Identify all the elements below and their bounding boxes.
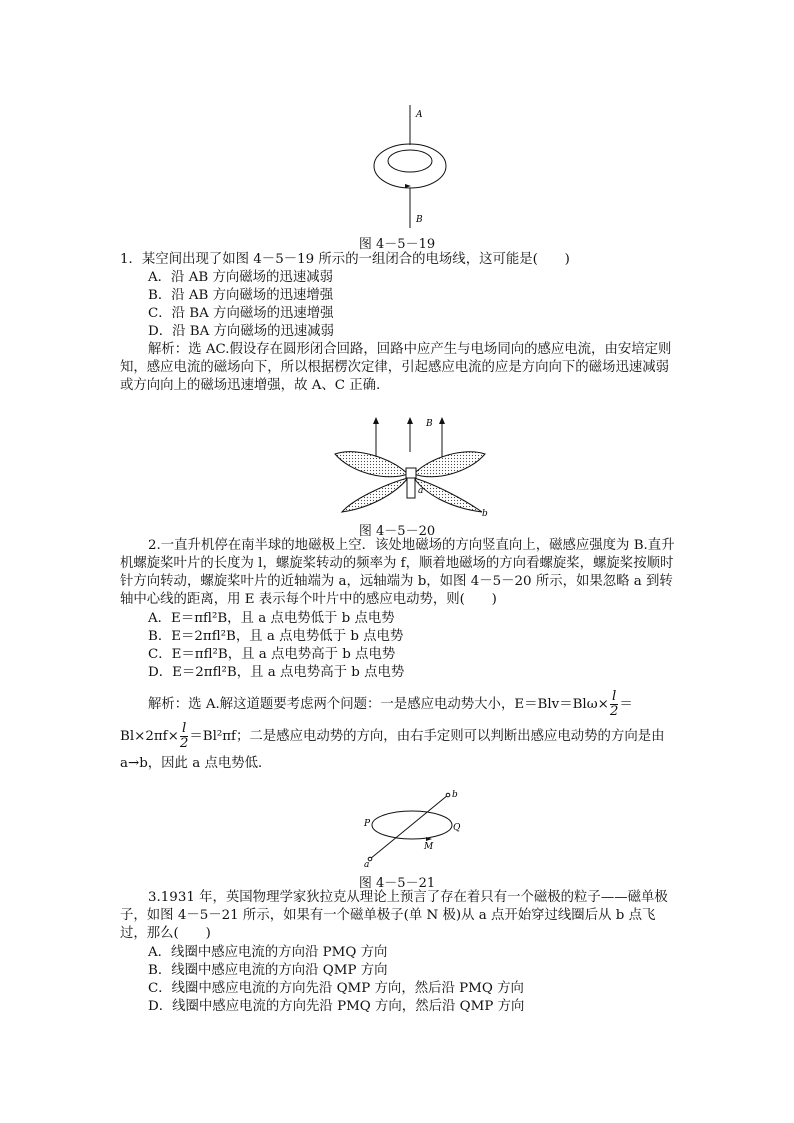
label-m: M: [424, 842, 434, 852]
analysis-text: 解析：选 A.解这道题要考虑两个问题：一是感应电动势大小，E＝Blv＝Blω×: [148, 697, 609, 712]
option-a: A．沿 AB 方向磁场的迅速减弱: [148, 270, 333, 285]
fraction-denominator: 2: [179, 736, 189, 751]
option-c: C．沿 BA 方向磁场的迅速增强: [148, 306, 334, 321]
label-q: Q: [453, 823, 461, 833]
label-a: a: [364, 860, 370, 870]
analysis-text: ＝Bl²πf；二是感应电动势的方向，由右手定则可以判断出感应电动势的方向是由 a→b，因此 a 点电势低．: [120, 729, 665, 771]
figure-4-5-21: [360, 785, 470, 870]
fraction: [610, 690, 619, 719]
question-stem: 2.一直升机停在南半球的地磁极上空．该处地磁场的方向竖直向上，磁感应强度为 B.直升机螺旋桨叶片的长度为 l，螺旋桨转动的频率为 f，顺着地磁场的方向看螺旋桨，螺旋桨按顺时针方向转动，螺旋桨叶片的近轴端为 a，远轴端为 b，如图 4－5－20 所示，如果忽略 a 到转轴中心线的距离，用 E 表示每个叶片中的感应电动势，则( ): [120, 538, 675, 607]
fraction-numerator: l: [180, 722, 189, 737]
option-d: D．沿 BA 方向磁场的迅速减弱: [148, 324, 335, 339]
label-b: B: [416, 215, 423, 225]
figure-4-5-20: [330, 412, 490, 518]
option-a: A．E＝πfl²B，且 a 点电势低于 b 点电势: [148, 611, 395, 626]
analysis-line-2: [120, 722, 680, 777]
option-b: B．沿 AB 方向磁场的迅速增强: [148, 288, 334, 303]
label-b: b: [482, 509, 488, 518]
figure-caption: 图 4－5－20: [358, 524, 436, 539]
question-stem: 1．某空间出现了如图 4－5－19 所示的一组闭合的电场线，这可能是( ): [120, 252, 570, 267]
fraction: [180, 722, 189, 751]
question-stem: 3.1931 年，英国物理学家狄拉克从理论上预言了存在着只有一个磁极的粒子——磁单极子，如图 4－5－21 所示，如果有一个磁单极子(单 N 极)从 a 点开始穿过线圈后从 b 点飞过，那么( ): [120, 890, 668, 941]
option-c: C．E＝πfl²B，且 a 点电势高于 b 点电势: [148, 647, 396, 662]
option-d: D．线圈中感应电流的方向先沿 PMQ 方向，然后沿 QMP 方向: [148, 999, 525, 1014]
option-c: C．线圈中感应电流的方向先沿 QMP 方向，然后沿 PMQ 方向: [148, 981, 524, 996]
analysis: 解析：选 AC.假设存在圆形闭合回路，回路中应产生与电场同向的感应电流，由安培定则知，感应电流的磁场向下，所以根据楞次定律，引起感应电流的应是方向向下的磁场迅速减弱或方向向上的磁场迅速增强，故 A、C 正确．: [120, 342, 672, 393]
option-b: B．E＝2πfl²B，且 a 点电势低于 b 点电势: [148, 629, 404, 644]
label-a: a: [418, 486, 424, 496]
label-p: P: [364, 819, 371, 829]
label-b: b: [452, 790, 458, 800]
option-d: D．E＝2πfl²B，且 a 点电势高于 b 点电势: [148, 665, 405, 680]
analysis-text: ＝: [619, 697, 633, 712]
figure-4-5-19: [360, 100, 460, 230]
option-a: A．线圈中感应电流的方向沿 PMQ 方向: [148, 945, 388, 960]
option-b: B．线圈中感应电流的方向沿 QMP 方向: [148, 963, 388, 978]
fraction-denominator: 2: [609, 704, 619, 719]
analysis-line-1: [148, 690, 704, 719]
fraction-numerator: l: [610, 690, 619, 705]
label-a: A: [416, 110, 423, 120]
figure-caption: 图 4－5－21: [358, 876, 436, 891]
figure-caption: 图 4－5－19: [358, 237, 436, 252]
label-b-field: B: [426, 419, 433, 429]
analysis-text: Bl×2πf×: [120, 729, 179, 744]
